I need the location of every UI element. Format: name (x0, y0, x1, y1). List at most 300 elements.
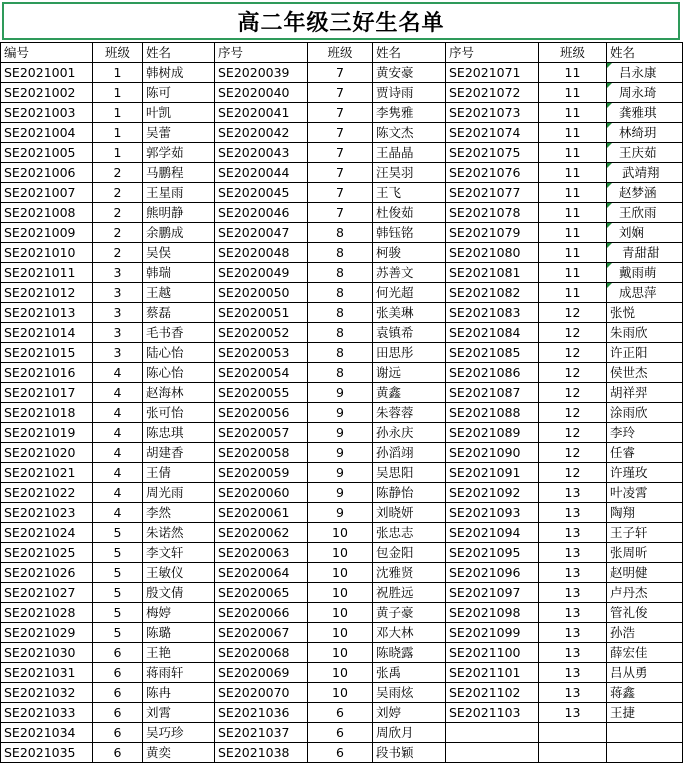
name-cell[interactable]: 刘婷 (373, 703, 446, 723)
id-cell[interactable]: SE2021099 (446, 623, 539, 643)
name-cell[interactable]: 吴雨炫 (373, 683, 446, 703)
name-cell[interactable]: 王倩 (143, 463, 215, 483)
name-cell[interactable]: 王子轩 (607, 523, 683, 543)
class-cell[interactable] (539, 743, 607, 763)
class-cell[interactable]: 6 (93, 663, 143, 683)
id-cell[interactable]: SE2021097 (446, 583, 539, 603)
id-cell[interactable]: SE2021034 (1, 723, 93, 743)
id-cell[interactable]: SE2020066 (215, 603, 308, 623)
class-cell[interactable]: 9 (308, 383, 373, 403)
name-cell[interactable]: 沈雅贤 (373, 563, 446, 583)
name-cell[interactable]: 熊明静 (143, 203, 215, 223)
name-cell[interactable]: 陈晓露 (373, 643, 446, 663)
class-cell[interactable]: 9 (308, 483, 373, 503)
id-cell[interactable]: SE2020044 (215, 163, 308, 183)
id-cell[interactable]: SE2021030 (1, 643, 93, 663)
id-cell[interactable]: SE2021011 (1, 263, 93, 283)
class-cell[interactable]: 8 (308, 263, 373, 283)
id-cell[interactable]: SE2021006 (1, 163, 93, 183)
id-cell[interactable]: SE2021078 (446, 203, 539, 223)
name-cell[interactable]: 王艳 (143, 643, 215, 663)
name-cell[interactable]: 黄奕 (143, 743, 215, 763)
id-cell[interactable]: SE2020056 (215, 403, 308, 423)
id-cell[interactable]: SE2020052 (215, 323, 308, 343)
class-cell[interactable]: 2 (93, 203, 143, 223)
class-cell[interactable]: 9 (308, 463, 373, 483)
name-cell[interactable]: 李文轩 (143, 543, 215, 563)
id-cell[interactable]: SE2020059 (215, 463, 308, 483)
id-cell[interactable]: SE2020053 (215, 343, 308, 363)
id-cell[interactable] (446, 723, 539, 743)
name-cell[interactable]: 张禹 (373, 663, 446, 683)
name-cell[interactable]: 黄鑫 (373, 383, 446, 403)
name-cell[interactable]: 孙滔翊 (373, 443, 446, 463)
class-cell[interactable]: 11 (539, 103, 607, 123)
id-cell[interactable]: SE2021012 (1, 283, 93, 303)
id-cell[interactable]: SE2021100 (446, 643, 539, 663)
name-cell[interactable]: 黄子豪 (373, 603, 446, 623)
class-cell[interactable]: 5 (93, 623, 143, 643)
class-cell[interactable]: 5 (93, 583, 143, 603)
id-cell[interactable]: SE2021029 (1, 623, 93, 643)
name-cell[interactable]: 苏善文 (373, 263, 446, 283)
id-cell[interactable]: SE2020058 (215, 443, 308, 463)
class-cell[interactable]: 7 (308, 143, 373, 163)
class-cell[interactable]: 10 (308, 543, 373, 563)
class-cell[interactable]: 11 (539, 63, 607, 83)
class-cell[interactable]: 10 (308, 663, 373, 683)
class-cell[interactable]: 10 (308, 523, 373, 543)
class-cell[interactable]: 10 (308, 583, 373, 603)
name-cell[interactable]: 卢丹杰 (607, 583, 683, 603)
name-cell[interactable]: 任睿 (607, 443, 683, 463)
class-cell[interactable]: 7 (308, 123, 373, 143)
class-cell[interactable]: 4 (93, 403, 143, 423)
class-cell[interactable]: 1 (93, 63, 143, 83)
name-cell[interactable]: 张美琳 (373, 303, 446, 323)
class-cell[interactable] (539, 723, 607, 743)
name-cell[interactable]: 蒋雨轩 (143, 663, 215, 683)
name-cell[interactable]: 王欣雨 (607, 203, 683, 223)
id-cell[interactable]: SE2021037 (215, 723, 308, 743)
class-cell[interactable]: 2 (93, 163, 143, 183)
name-cell[interactable]: 许瑾玫 (607, 463, 683, 483)
id-cell[interactable]: SE2021090 (446, 443, 539, 463)
id-cell[interactable]: SE2020040 (215, 83, 308, 103)
id-cell[interactable]: SE2021096 (446, 563, 539, 583)
name-cell[interactable]: 赵海林 (143, 383, 215, 403)
name-cell[interactable]: 吴思阳 (373, 463, 446, 483)
name-cell[interactable]: 孙永庆 (373, 423, 446, 443)
class-cell[interactable]: 8 (308, 323, 373, 343)
id-cell[interactable]: SE2021080 (446, 243, 539, 263)
name-cell[interactable]: 韩树成 (143, 63, 215, 83)
id-cell[interactable]: SE2021008 (1, 203, 93, 223)
id-cell[interactable]: SE2021003 (1, 103, 93, 123)
name-cell[interactable]: 刘霄 (143, 703, 215, 723)
name-cell[interactable]: 段书颖 (373, 743, 446, 763)
name-cell[interactable]: 余鹏成 (143, 223, 215, 243)
name-cell[interactable]: 张悦 (607, 303, 683, 323)
name-cell[interactable]: 陶翔 (607, 503, 683, 523)
name-cell[interactable]: 王飞 (373, 183, 446, 203)
id-cell[interactable]: SE2020049 (215, 263, 308, 283)
name-cell[interactable]: 陈冉 (143, 683, 215, 703)
class-cell[interactable]: 10 (308, 603, 373, 623)
class-cell[interactable]: 10 (308, 643, 373, 663)
class-cell[interactable]: 9 (308, 423, 373, 443)
name-cell[interactable]: 王晶晶 (373, 143, 446, 163)
class-cell[interactable]: 7 (308, 63, 373, 83)
class-cell[interactable]: 11 (539, 163, 607, 183)
class-cell[interactable]: 13 (539, 603, 607, 623)
class-cell[interactable]: 12 (539, 443, 607, 463)
class-cell[interactable]: 11 (539, 283, 607, 303)
class-cell[interactable]: 12 (539, 323, 607, 343)
class-cell[interactable]: 2 (93, 223, 143, 243)
class-cell[interactable]: 6 (93, 743, 143, 763)
class-cell[interactable]: 6 (93, 683, 143, 703)
name-cell[interactable]: 侯世杰 (607, 363, 683, 383)
id-cell[interactable]: SE2021083 (446, 303, 539, 323)
name-cell[interactable]: 吴蕾 (143, 123, 215, 143)
id-cell[interactable]: SE2020060 (215, 483, 308, 503)
name-cell[interactable]: 田思彤 (373, 343, 446, 363)
id-cell[interactable]: SE2021092 (446, 483, 539, 503)
name-cell[interactable]: 吴巧珍 (143, 723, 215, 743)
id-cell[interactable]: SE2020062 (215, 523, 308, 543)
name-cell[interactable]: 陈心怡 (143, 363, 215, 383)
id-cell[interactable]: SE2021081 (446, 263, 539, 283)
id-cell[interactable]: SE2021002 (1, 83, 93, 103)
id-cell[interactable]: SE2021017 (1, 383, 93, 403)
name-cell[interactable]: 张可怡 (143, 403, 215, 423)
class-cell[interactable]: 8 (308, 303, 373, 323)
id-cell[interactable]: SE2021093 (446, 503, 539, 523)
class-cell[interactable]: 13 (539, 663, 607, 683)
id-cell[interactable]: SE2020061 (215, 503, 308, 523)
name-cell[interactable]: 周欣月 (373, 723, 446, 743)
id-cell[interactable] (446, 743, 539, 763)
id-cell[interactable]: SE2021001 (1, 63, 93, 83)
class-cell[interactable]: 12 (539, 343, 607, 363)
class-cell[interactable]: 9 (308, 403, 373, 423)
name-cell[interactable]: 陈忠琪 (143, 423, 215, 443)
name-cell[interactable]: 刘晓妍 (373, 503, 446, 523)
class-cell[interactable]: 5 (93, 523, 143, 543)
class-cell[interactable]: 2 (93, 183, 143, 203)
id-cell[interactable]: SE2021025 (1, 543, 93, 563)
name-cell[interactable]: 袁镇希 (373, 323, 446, 343)
id-cell[interactable]: SE2020069 (215, 663, 308, 683)
name-cell[interactable]: 殷文倩 (143, 583, 215, 603)
id-cell[interactable]: SE2021024 (1, 523, 93, 543)
name-cell[interactable]: 陆心怡 (143, 343, 215, 363)
id-cell[interactable]: SE2021038 (215, 743, 308, 763)
id-cell[interactable]: SE2020064 (215, 563, 308, 583)
id-cell[interactable]: SE2021033 (1, 703, 93, 723)
class-cell[interactable]: 12 (539, 463, 607, 483)
id-cell[interactable]: SE2020054 (215, 363, 308, 383)
class-cell[interactable]: 9 (308, 503, 373, 523)
id-cell[interactable]: SE2021073 (446, 103, 539, 123)
class-cell[interactable]: 7 (308, 163, 373, 183)
class-cell[interactable]: 8 (308, 243, 373, 263)
id-cell[interactable]: SE2021074 (446, 123, 539, 143)
name-cell[interactable]: 毛书香 (143, 323, 215, 343)
name-cell[interactable]: 胡祥羿 (607, 383, 683, 403)
name-cell[interactable]: 吕永康 (607, 63, 683, 83)
id-cell[interactable]: SE2021095 (446, 543, 539, 563)
id-cell[interactable]: SE2021022 (1, 483, 93, 503)
name-cell[interactable]: 戴雨萌 (607, 263, 683, 283)
name-cell[interactable]: 成思萍 (607, 283, 683, 303)
name-cell[interactable]: 周永琦 (607, 83, 683, 103)
class-cell[interactable]: 7 (308, 203, 373, 223)
id-cell[interactable]: SE2021036 (215, 703, 308, 723)
id-cell[interactable]: SE2020043 (215, 143, 308, 163)
class-cell[interactable]: 1 (93, 143, 143, 163)
class-cell[interactable]: 1 (93, 83, 143, 103)
name-cell[interactable]: 赵梦涵 (607, 183, 683, 203)
name-cell[interactable]: 叶凌霄 (607, 483, 683, 503)
id-cell[interactable]: SE2020055 (215, 383, 308, 403)
name-cell[interactable]: 何光超 (373, 283, 446, 303)
name-cell[interactable]: 吕从勇 (607, 663, 683, 683)
class-cell[interactable]: 8 (308, 223, 373, 243)
class-cell[interactable]: 13 (539, 703, 607, 723)
name-cell[interactable]: 胡建香 (143, 443, 215, 463)
class-cell[interactable]: 8 (308, 363, 373, 383)
column-header[interactable]: 序号 (446, 43, 539, 63)
id-cell[interactable]: SE2021018 (1, 403, 93, 423)
id-cell[interactable]: SE2020070 (215, 683, 308, 703)
id-cell[interactable]: SE2020065 (215, 583, 308, 603)
column-header[interactable]: 姓名 (373, 43, 446, 63)
name-cell[interactable]: 陈静怡 (373, 483, 446, 503)
name-cell[interactable]: 青甜甜 (607, 243, 683, 263)
class-cell[interactable]: 5 (93, 543, 143, 563)
id-cell[interactable]: SE2021094 (446, 523, 539, 543)
column-header[interactable]: 班级 (539, 43, 607, 63)
column-header[interactable]: 班级 (308, 43, 373, 63)
name-cell[interactable]: 管礼俊 (607, 603, 683, 623)
class-cell[interactable]: 7 (308, 183, 373, 203)
class-cell[interactable]: 3 (93, 343, 143, 363)
id-cell[interactable]: SE2021023 (1, 503, 93, 523)
id-cell[interactable]: SE2021020 (1, 443, 93, 463)
class-cell[interactable]: 11 (539, 263, 607, 283)
class-cell[interactable]: 12 (539, 403, 607, 423)
id-cell[interactable]: SE2021010 (1, 243, 93, 263)
class-cell[interactable]: 4 (93, 503, 143, 523)
id-cell[interactable]: SE2021102 (446, 683, 539, 703)
name-cell[interactable]: 朱诺然 (143, 523, 215, 543)
class-cell[interactable]: 12 (539, 383, 607, 403)
class-cell[interactable]: 13 (539, 643, 607, 663)
class-cell[interactable]: 10 (308, 683, 373, 703)
class-cell[interactable]: 10 (308, 563, 373, 583)
id-cell[interactable]: SE2021004 (1, 123, 93, 143)
name-cell[interactable]: 叶凯 (143, 103, 215, 123)
id-cell[interactable]: SE2021091 (446, 463, 539, 483)
id-cell[interactable]: SE2020046 (215, 203, 308, 223)
name-cell[interactable]: 吴俣 (143, 243, 215, 263)
id-cell[interactable]: SE2021076 (446, 163, 539, 183)
id-cell[interactable]: SE2021013 (1, 303, 93, 323)
id-cell[interactable]: SE2021021 (1, 463, 93, 483)
id-cell[interactable]: SE2020047 (215, 223, 308, 243)
id-cell[interactable]: SE2020068 (215, 643, 308, 663)
name-cell[interactable] (607, 723, 683, 743)
name-cell[interactable]: 王敏仪 (143, 563, 215, 583)
class-cell[interactable]: 6 (93, 643, 143, 663)
class-cell[interactable]: 4 (93, 483, 143, 503)
id-cell[interactable]: SE2021082 (446, 283, 539, 303)
name-cell[interactable]: 蒋鑫 (607, 683, 683, 703)
column-header[interactable]: 序号 (215, 43, 308, 63)
name-cell[interactable]: 李隽雅 (373, 103, 446, 123)
class-cell[interactable]: 7 (308, 83, 373, 103)
class-cell[interactable]: 4 (93, 383, 143, 403)
class-cell[interactable]: 13 (539, 483, 607, 503)
id-cell[interactable]: SE2021032 (1, 683, 93, 703)
class-cell[interactable]: 11 (539, 223, 607, 243)
id-cell[interactable]: SE2020051 (215, 303, 308, 323)
id-cell[interactable]: SE2020041 (215, 103, 308, 123)
name-cell[interactable]: 贾诗雨 (373, 83, 446, 103)
class-cell[interactable]: 1 (93, 103, 143, 123)
class-cell[interactable]: 3 (93, 283, 143, 303)
id-cell[interactable]: SE2021088 (446, 403, 539, 423)
name-cell[interactable]: 刘娴 (607, 223, 683, 243)
id-cell[interactable]: SE2021101 (446, 663, 539, 683)
class-cell[interactable]: 13 (539, 563, 607, 583)
class-cell[interactable]: 11 (539, 123, 607, 143)
class-cell[interactable]: 13 (539, 523, 607, 543)
class-cell[interactable]: 3 (93, 303, 143, 323)
id-cell[interactable]: SE2021098 (446, 603, 539, 623)
id-cell[interactable]: SE2020057 (215, 423, 308, 443)
class-cell[interactable]: 6 (308, 743, 373, 763)
class-cell[interactable]: 9 (308, 443, 373, 463)
class-cell[interactable]: 8 (308, 283, 373, 303)
id-cell[interactable]: SE2021103 (446, 703, 539, 723)
name-cell[interactable]: 孙浩 (607, 623, 683, 643)
name-cell[interactable]: 陈文杰 (373, 123, 446, 143)
class-cell[interactable]: 4 (93, 463, 143, 483)
class-cell[interactable]: 11 (539, 203, 607, 223)
name-cell[interactable]: 朱雨欣 (607, 323, 683, 343)
name-cell[interactable]: 周光雨 (143, 483, 215, 503)
class-cell[interactable]: 13 (539, 683, 607, 703)
name-cell[interactable]: 许正阳 (607, 343, 683, 363)
class-cell[interactable]: 2 (93, 243, 143, 263)
name-cell[interactable]: 龚雅琪 (607, 103, 683, 123)
name-cell[interactable]: 韩瑞 (143, 263, 215, 283)
id-cell[interactable]: SE2020050 (215, 283, 308, 303)
title-cell[interactable] (2, 2, 680, 40)
class-cell[interactable]: 12 (539, 363, 607, 383)
id-cell[interactable]: SE2021014 (1, 323, 93, 343)
name-cell[interactable]: 赵明健 (607, 563, 683, 583)
class-cell[interactable]: 6 (308, 703, 373, 723)
id-cell[interactable]: SE2021075 (446, 143, 539, 163)
name-cell[interactable]: 梅婷 (143, 603, 215, 623)
id-cell[interactable]: SE2021026 (1, 563, 93, 583)
id-cell[interactable]: SE2021027 (1, 583, 93, 603)
name-cell[interactable]: 马鹏程 (143, 163, 215, 183)
id-cell[interactable]: SE2021079 (446, 223, 539, 243)
name-cell[interactable]: 王星雨 (143, 183, 215, 203)
id-cell[interactable]: SE2021007 (1, 183, 93, 203)
class-cell[interactable]: 4 (93, 423, 143, 443)
class-cell[interactable]: 13 (539, 503, 607, 523)
id-cell[interactable]: SE2021035 (1, 743, 93, 763)
id-cell[interactable]: SE2021071 (446, 63, 539, 83)
id-cell[interactable]: SE2020045 (215, 183, 308, 203)
class-cell[interactable]: 3 (93, 263, 143, 283)
class-cell[interactable]: 5 (93, 603, 143, 623)
name-cell[interactable]: 柯骏 (373, 243, 446, 263)
class-cell[interactable]: 11 (539, 83, 607, 103)
id-cell[interactable]: SE2021028 (1, 603, 93, 623)
name-cell[interactable]: 薛宏佳 (607, 643, 683, 663)
name-cell[interactable]: 韩钰铭 (373, 223, 446, 243)
id-cell[interactable]: SE2020063 (215, 543, 308, 563)
class-cell[interactable]: 5 (93, 563, 143, 583)
class-cell[interactable]: 11 (539, 143, 607, 163)
name-cell[interactable]: 武靖翔 (607, 163, 683, 183)
id-cell[interactable]: SE2021087 (446, 383, 539, 403)
class-cell[interactable]: 11 (539, 183, 607, 203)
id-cell[interactable]: SE2021031 (1, 663, 93, 683)
name-cell[interactable]: 王庆茹 (607, 143, 683, 163)
class-cell[interactable]: 4 (93, 443, 143, 463)
column-header[interactable]: 编号 (1, 43, 93, 63)
class-cell[interactable]: 4 (93, 363, 143, 383)
id-cell[interactable]: SE2021084 (446, 323, 539, 343)
name-cell[interactable]: 李玲 (607, 423, 683, 443)
name-cell[interactable]: 林绮玥 (607, 123, 683, 143)
name-cell[interactable]: 汪昊羽 (373, 163, 446, 183)
column-header[interactable]: 班级 (93, 43, 143, 63)
id-cell[interactable]: SE2021085 (446, 343, 539, 363)
class-cell[interactable]: 1 (93, 123, 143, 143)
class-cell[interactable]: 13 (539, 543, 607, 563)
class-cell[interactable]: 12 (539, 303, 607, 323)
name-cell[interactable] (607, 743, 683, 763)
name-cell[interactable]: 黄安豪 (373, 63, 446, 83)
class-cell[interactable]: 13 (539, 583, 607, 603)
name-cell[interactable]: 谢远 (373, 363, 446, 383)
name-cell[interactable]: 邓大林 (373, 623, 446, 643)
id-cell[interactable]: SE2021086 (446, 363, 539, 383)
class-cell[interactable]: 6 (93, 703, 143, 723)
name-cell[interactable]: 郭学茹 (143, 143, 215, 163)
class-cell[interactable]: 3 (93, 323, 143, 343)
name-cell[interactable]: 李然 (143, 503, 215, 523)
column-header[interactable]: 姓名 (607, 43, 683, 63)
id-cell[interactable]: SE2021009 (1, 223, 93, 243)
class-cell[interactable]: 10 (308, 623, 373, 643)
name-cell[interactable]: 涂雨欣 (607, 403, 683, 423)
id-cell[interactable]: SE2020042 (215, 123, 308, 143)
class-cell[interactable]: 12 (539, 423, 607, 443)
class-cell[interactable]: 6 (93, 723, 143, 743)
name-cell[interactable]: 王捷 (607, 703, 683, 723)
id-cell[interactable]: SE2021015 (1, 343, 93, 363)
